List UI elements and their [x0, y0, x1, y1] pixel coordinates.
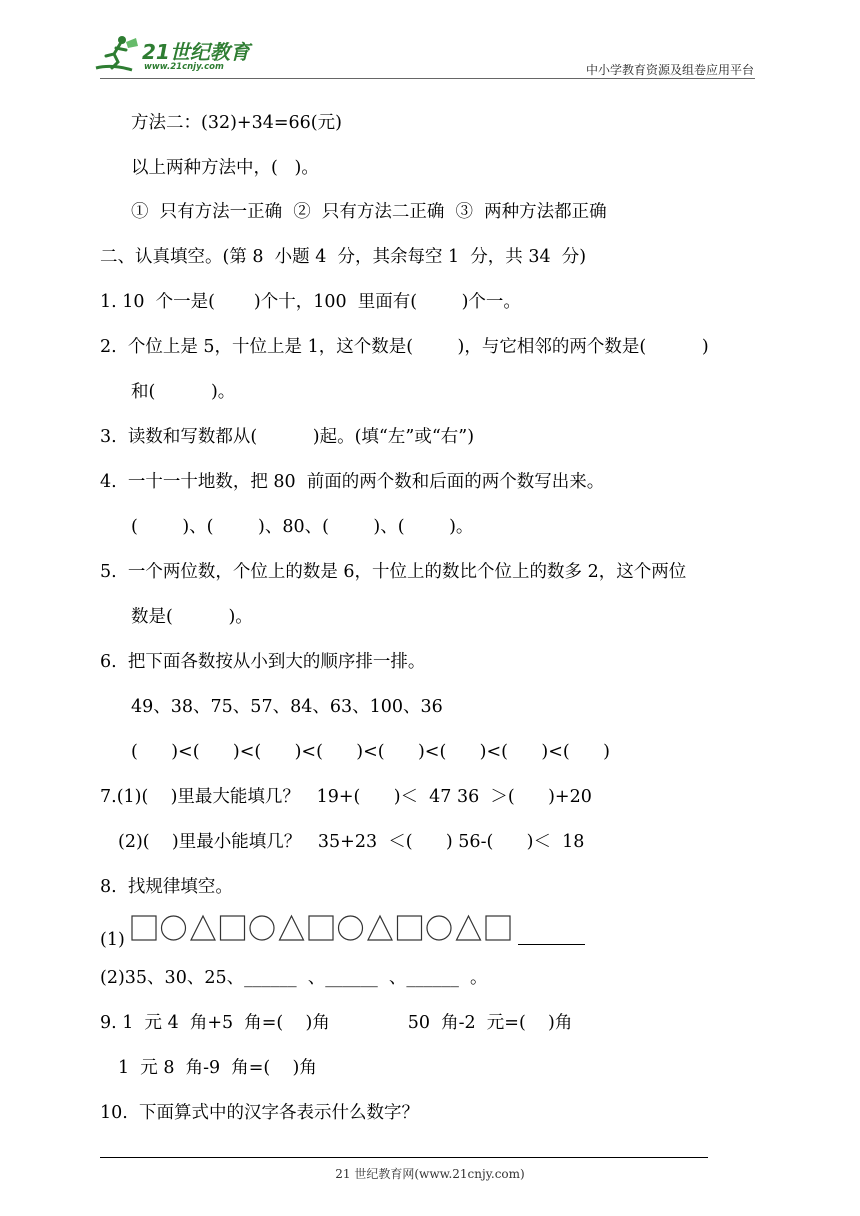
item-4-blanks: ( )、( )、80、( )、( )。	[131, 517, 474, 537]
item-8: 8. 找规律填空。	[100, 877, 233, 897]
logo-url: www.21cnjy.com	[144, 62, 224, 72]
item-7-1: 7.(1)( )里最大能填几？ 19+( )＜ 47 36 ＞( )+20	[100, 787, 592, 807]
footer-text: 21 世纪教育网(www.21cnjy.com)	[335, 1167, 525, 1181]
footer-divider	[100, 1157, 708, 1158]
logo-text: 21世纪教育	[142, 40, 250, 64]
item-3: 3. 读数和写数都从( )起。(填“左”或“右”)	[100, 427, 475, 447]
item-2: 2. 个位上是 5，十位上是 1，这个数是( )，与它相邻的两个数是( )	[100, 337, 709, 357]
triangle-shape	[280, 916, 304, 940]
header-platform-text: 中小学教育资源及组卷应用平台	[585, 63, 754, 77]
item-1: 1. 10 个一是( )个十，100 里面有( )个一。	[100, 292, 521, 312]
square-shape	[486, 916, 510, 940]
item-8-2: (2)35、30、25、______ 、______ 、______ 。	[100, 968, 488, 988]
item-9: 9. 1 元 4 角+5 角=( )角 50 角-2 元=( )角	[100, 1013, 573, 1033]
square-shape	[398, 916, 422, 940]
item-6-numbers: 49、38、75、57、84、63、100、36	[131, 697, 443, 717]
pattern-answer-blank	[518, 944, 585, 945]
item-8-1-label: (1)	[100, 930, 125, 950]
triangle-shape	[191, 916, 215, 940]
item-7-2: (2)( )里最小能填几？ 35+23 ＜( ) 56-( )＜ 18	[118, 832, 585, 852]
options-text: ① 只有方法一正确 ② 只有方法二正确 ③ 两种方法都正确	[131, 202, 607, 222]
item-9-cont: 1 元 8 角-9 角=( )角	[118, 1058, 317, 1078]
circle-shape	[250, 916, 274, 940]
item-2-cont: 和( )。	[131, 382, 236, 402]
circle-shape	[427, 916, 451, 940]
square-shape	[221, 916, 245, 940]
circle-shape	[339, 916, 363, 940]
square-shape	[309, 916, 333, 940]
circle-shape	[162, 916, 186, 940]
triangle-shape	[368, 916, 392, 940]
item-6: 6. 把下面各数按从小到大的顺序排一排。	[100, 652, 426, 672]
section-heading: 二、认真填空。(第 8 小题 4 分，其余每空 1 分，共 34 分)	[100, 247, 587, 267]
item-6-blanks: ( )<( )<( )<( )<( )<( )<( )<( )	[131, 742, 610, 762]
item-5-cont: 数是( )。	[131, 607, 253, 627]
header-divider	[100, 78, 755, 79]
item-4: 4. 一十一十地数，把 80 前面的两个数和后面的两个数写出来。	[100, 472, 605, 492]
question-text: 以上两种方法中，( )。	[131, 158, 319, 178]
shape-pattern	[131, 913, 521, 943]
item-10: 10. 下面算式中的汉字各表示什么数字？	[100, 1103, 419, 1123]
runner-logo-icon	[92, 34, 144, 76]
item-5: 5. 一个两位数，个位上的数是 6，十位上的数比个位上的数多 2，这个两位	[100, 562, 687, 582]
page-header	[0, 0, 860, 80]
shape-pattern-svg	[131, 913, 521, 943]
logo	[92, 34, 262, 76]
method-two-text: 方法二：(32)+34=66(元)	[131, 113, 342, 133]
square-shape	[132, 916, 156, 940]
triangle-shape	[457, 916, 481, 940]
